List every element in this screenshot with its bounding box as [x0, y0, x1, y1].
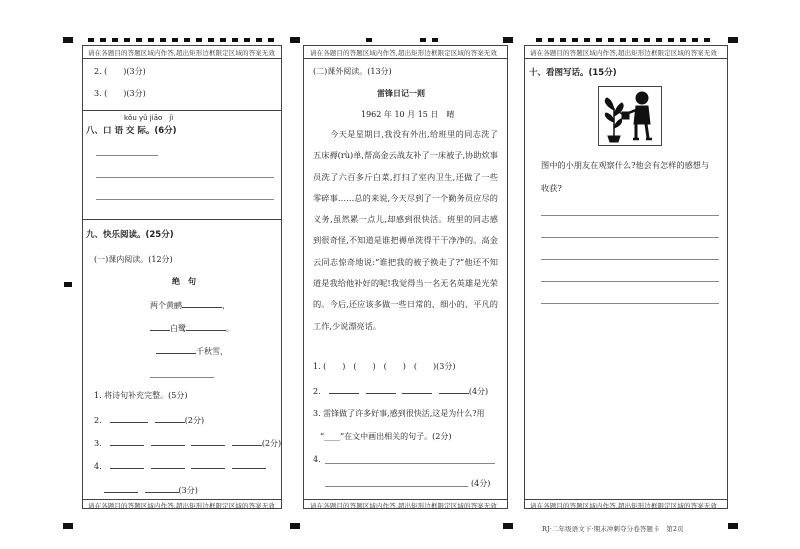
poem-title: 绝 句 — [172, 277, 196, 286]
col1-reading-q3: 3. (2分) — [94, 439, 282, 448]
writing-line-3[interactable] — [541, 259, 719, 260]
diary-title: 雷锋日记一则 — [377, 89, 425, 98]
poem-line-1: 两个黄鹂 ， — [150, 301, 230, 310]
column-1-top-notice: 请在各题目的答题区域内作答,超出矩形边框限定区域的答案无效 — [88, 49, 275, 57]
reading-q4-blank-6[interactable] — [145, 484, 179, 493]
reading-q3-blank-2[interactable] — [151, 437, 185, 446]
q2-blank-3[interactable] — [402, 385, 432, 394]
reading-q3-blank-4[interactable] — [232, 437, 262, 446]
page-footer: RJ·二年级语文下·期末冲刺夺分卷答题卡 第2页 — [542, 525, 684, 533]
q4-answer-line-2[interactable] — [325, 486, 468, 487]
writing-prompt-line-2: 收获? — [541, 183, 562, 193]
col1-reading-q1: 1. 将诗句补充完整。(5分) — [94, 391, 188, 400]
reading-q2-blank-1[interactable] — [110, 414, 148, 423]
q2-blank-1[interactable] — [329, 385, 359, 394]
registration-mark-bottom-3 — [503, 523, 513, 529]
reading-q4-blank-1[interactable] — [110, 460, 144, 469]
section-10-heading: 十、看图写话。(15分) — [529, 68, 617, 78]
registration-mark-top-3 — [503, 37, 513, 43]
q2-blank-4[interactable] — [439, 385, 469, 394]
child-watering-plant-illustration — [598, 86, 662, 146]
poem-blank-3[interactable] — [156, 345, 196, 354]
poem-blank-2b[interactable] — [186, 322, 226, 331]
col1-question-3: 3. ( )(3分) — [94, 89, 146, 98]
diary-date: 1962 年 10 月 15 日 晴 — [361, 110, 455, 119]
poem-blank-4[interactable] — [150, 377, 214, 378]
section-8-heading: 八、口 语 交 际。(6分) — [86, 126, 177, 136]
registration-mark-top-left — [63, 37, 73, 43]
writing-line-5[interactable] — [541, 303, 719, 304]
col2-question-3: 3. 雷锋做了许多好事,感到很快活,这是为什么?用 — [313, 409, 485, 418]
col1-question-2: 2. ( )(3分) — [94, 67, 146, 76]
q4-answer-line-1[interactable] — [325, 463, 495, 464]
col2-question-2: 2. (4分) — [313, 387, 489, 396]
column-2-bottom-notice: 请在各题目的答题区域内作答,超出矩形边框限定区域的答案无效 — [310, 502, 497, 510]
reading-q4-blank-2[interactable] — [151, 460, 185, 469]
oral-answer-line-1[interactable] — [96, 155, 158, 156]
reading-q4-blank-3[interactable] — [191, 460, 225, 469]
column-3-top-notice: 请在各题目的答题区域内作答,超出矩形边框限定区域的答案无效 — [530, 49, 717, 57]
registration-mark-top-2 — [290, 37, 300, 43]
col1-reading-q4-line2: (3分) — [104, 484, 198, 496]
col2-question-4: 4. — [313, 455, 321, 464]
registration-mark-bottom-left — [63, 523, 73, 529]
writing-line-1[interactable] — [541, 215, 719, 216]
writing-line-4[interactable] — [541, 281, 719, 282]
writing-line-2[interactable] — [541, 237, 719, 238]
col1-reading-q4: 4. — [94, 460, 266, 471]
diary-passage: 今天是星期日,我没有外出,给班里的同志洗了五床褥(rù)单,帮高金云战友补了一床被子,协助炊事员洗了六百多斤白菜,打扫了室内卫生,还做了一些零碎事……总的来说,今天尽到了一个勤务员应尽的义务,虽然累一点儿,却感到很快活。班里的同志感到很奇怪,不知道是谁把褥单洗得干干净净的。高金云同志惊奇地说:“谁把我的被子换走了?”他还不知道是我给他补好的呢!我觉得当一名无名英雄是光荣的。今后,还应该多做一些日常的、细小的、平凡的工作,少说漂亮话。 — [313, 129, 498, 331]
registration-mark-bottom-2 — [290, 523, 300, 529]
q2-blank-2[interactable] — [366, 385, 396, 394]
col2-question-3-line-2: “____”在文中画出相关的句子。(2分) — [320, 432, 452, 441]
column-2-top-notice: 请在各题目的答题区域内作答,超出矩形边框限定区域的答案无效 — [310, 49, 497, 57]
writing-prompt-line-1: 图中的小朋友在观察什么?他会有怎样的感想与 — [541, 160, 710, 170]
oral-answer-line-2[interactable] — [96, 177, 274, 178]
pinyin-annotation: kǒu yǔ jiāo jì — [124, 114, 174, 122]
reading-q3-blank-3[interactable] — [191, 437, 225, 446]
poem-line-2: 白鹭 。 — [150, 322, 234, 334]
col1-reading-q2: 2. (2分) — [94, 416, 205, 425]
reading-q4-blank-4[interactable] — [232, 460, 266, 469]
oral-answer-line-3[interactable] — [96, 199, 274, 200]
registration-mark-bottom-right — [728, 523, 738, 529]
reading-q3-blank-1[interactable] — [110, 437, 144, 446]
section-9-heading: 九、快乐阅读。(25分) — [86, 230, 174, 240]
column-3-bottom-notice: 请在各题目的答题区域内作答,超出矩形边框限定区域的答案无效 — [530, 502, 717, 510]
poem-blank-1[interactable] — [182, 299, 222, 308]
registration-mark-top-right — [728, 37, 738, 43]
poem-line-3: 千秋雪， — [156, 345, 228, 357]
in-class-reading-heading: (一)课内阅读。(12分) — [94, 255, 173, 264]
poem-blank-2a[interactable] — [150, 322, 170, 331]
column-1-bottom-notice: 请在各题目的答题区域内作答,超出矩形边框限定区域的答案无效 — [88, 502, 275, 510]
reading-q2-blank-2[interactable] — [155, 414, 185, 423]
q4-score: (4分) — [471, 479, 491, 488]
reading-q4-blank-5[interactable] — [104, 484, 138, 493]
extracurricular-reading-heading: (二)课外阅读。(13分) — [313, 67, 392, 76]
registration-mark-left-side — [64, 282, 72, 287]
col2-question-1: 1. ( ) ( ) ( ) ( )(3分) — [313, 362, 456, 371]
